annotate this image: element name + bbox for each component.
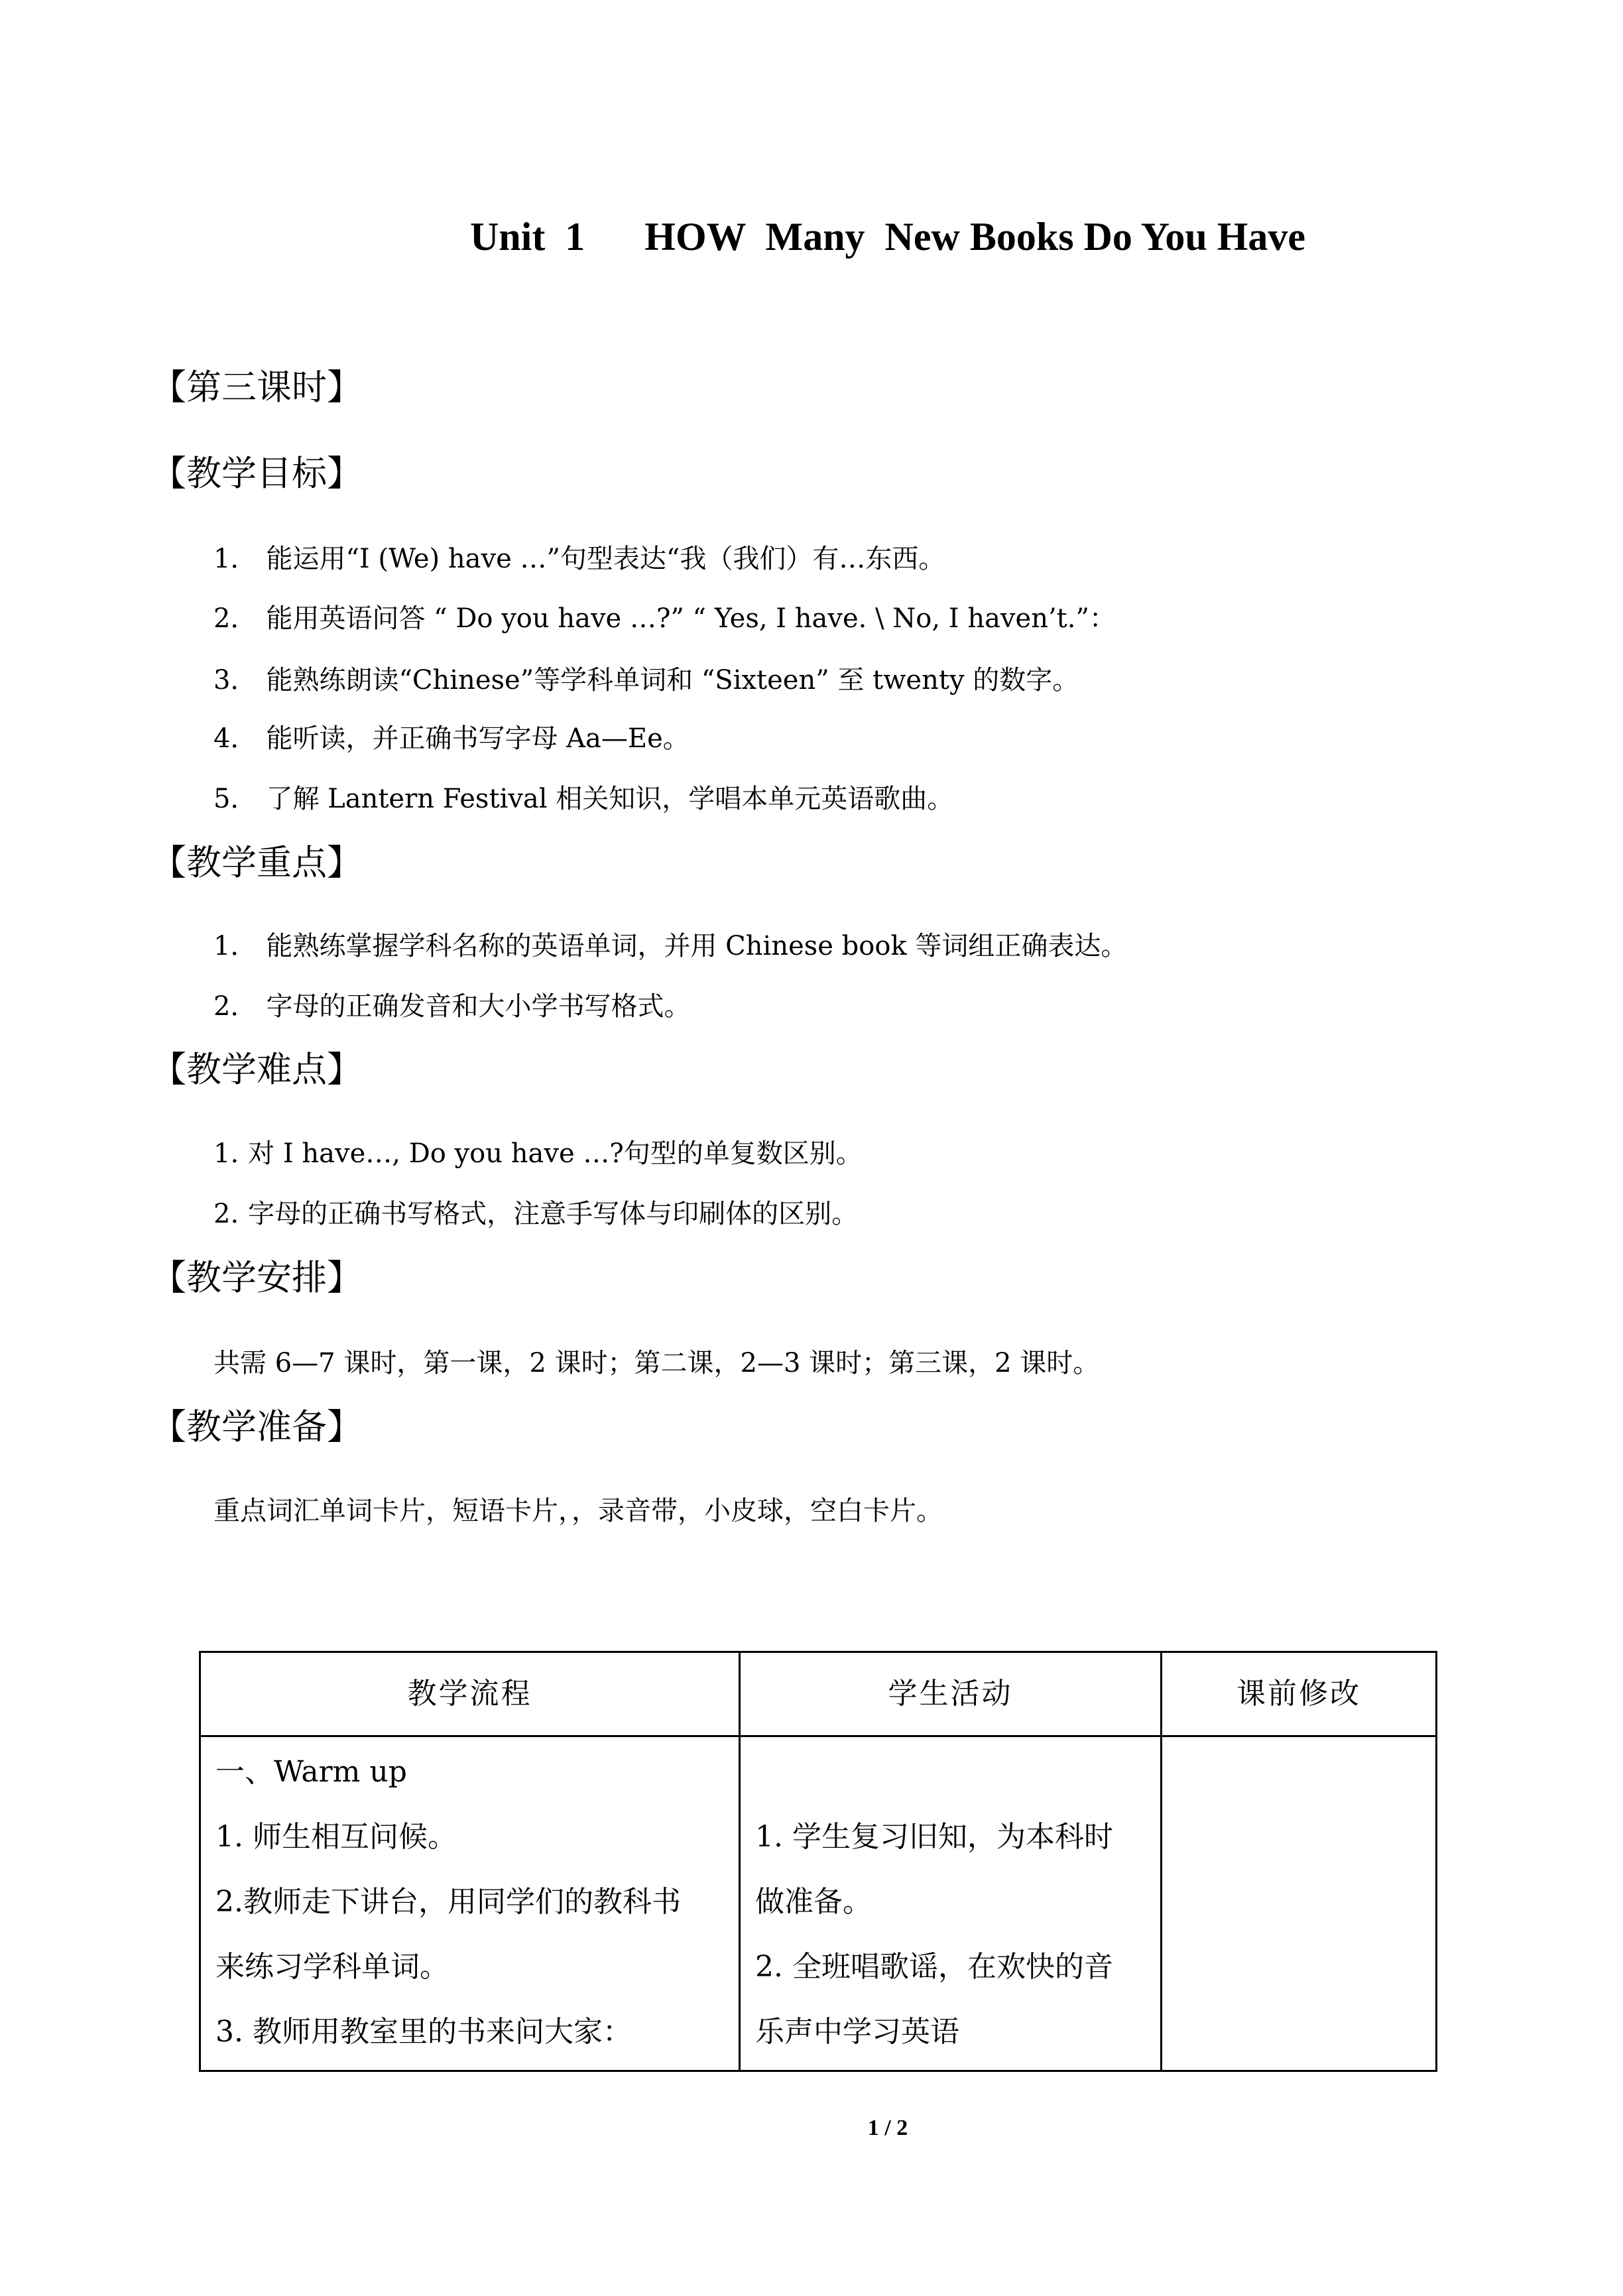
activity-line: 做准备。: [755, 1885, 872, 1919]
revision-cell: [1162, 1736, 1437, 2071]
column-header: 课前修改: [1162, 1652, 1437, 1736]
arrangement-text: 共需 6—7 课时，第一课，2 课时；第二课，2—3 课时；第三课，2 课时。: [213, 1348, 1100, 1378]
process-line: 3. 教师用教室里的书来问大家：: [215, 2015, 632, 2049]
difficulty-item: 2. 字母的正确书写格式，注意手写体与印刷体的区别。: [213, 1199, 859, 1229]
process-line: 一、Warm up: [215, 1755, 407, 1789]
process-line: 来练习学科单词。: [215, 1950, 449, 1984]
key-point-item: 2． 字母的正确发音和大小学书写格式。: [213, 991, 691, 1022]
preparation-heading: 【教学准备】: [151, 1407, 362, 1447]
objective-item: 5． 了解 Lantern Festival 相关知识，学唱本单元英语歌曲。: [213, 784, 954, 814]
process-line: 2.教师走下讲台，用同学们的教科书: [215, 1885, 681, 1919]
objectives-heading: 【教学目标】: [151, 453, 362, 494]
column-header: 学生活动: [740, 1652, 1162, 1736]
difficulties-heading: 【教学难点】: [151, 1050, 362, 1090]
arrangement-heading: 【教学安排】: [151, 1258, 362, 1298]
teaching-flow-table: [199, 1651, 1437, 2072]
table-header-row: [200, 1652, 1437, 1736]
activity-line: 2. 全班唱歌谣，在欢快的音: [755, 1950, 1113, 1984]
difficulty-item: 1. 对 I have…, Do you have …?句型的单复数区别。: [213, 1138, 863, 1169]
activity-cell: [740, 1736, 1162, 2071]
objective-item: 2． 能用英语问答 “ Do you have …?” “ Yes, I have. \ No, I haven’t.”：: [213, 603, 1116, 634]
activity-line: 乐声中学习英语: [755, 2015, 959, 2049]
process-line: 1. 师生相互问候。: [215, 1820, 457, 1854]
key-points-heading: 【教学重点】: [151, 843, 362, 883]
activity-line: [755, 1740, 1146, 1805]
activity-line: 1. 学生复习旧知，为本科时: [755, 1820, 1113, 1854]
column-header: 教学流程: [200, 1652, 740, 1736]
lesson-heading: 【第三课时】: [151, 367, 362, 408]
preparation-text: 重点词汇单词卡片，短语卡片，，录音带，小皮球，空白卡片。: [213, 1496, 943, 1526]
page-number: 1 / 2: [867, 2116, 908, 2140]
process-cell: [200, 1736, 740, 2071]
objective-item: 1． 能运用“I (We) have …”句型表达“我（我们）有…东西。: [213, 544, 945, 574]
objective-item: 3． 能熟练朗读“Chinese”等学科单词和 “Sixteen” 至 twenty 的数字。: [213, 665, 1079, 695]
page-title: Unit 1 HOW Many New Books Do You Have: [469, 215, 1306, 259]
table-row: [200, 1736, 1437, 2071]
key-point-item: 1． 能熟练掌握学科名称的英语单词，并用 Chinese book 等词组正确表达。: [213, 931, 1128, 961]
objective-item: 4． 能听读，并正确书写字母 Aa—Ee。: [213, 723, 690, 754]
